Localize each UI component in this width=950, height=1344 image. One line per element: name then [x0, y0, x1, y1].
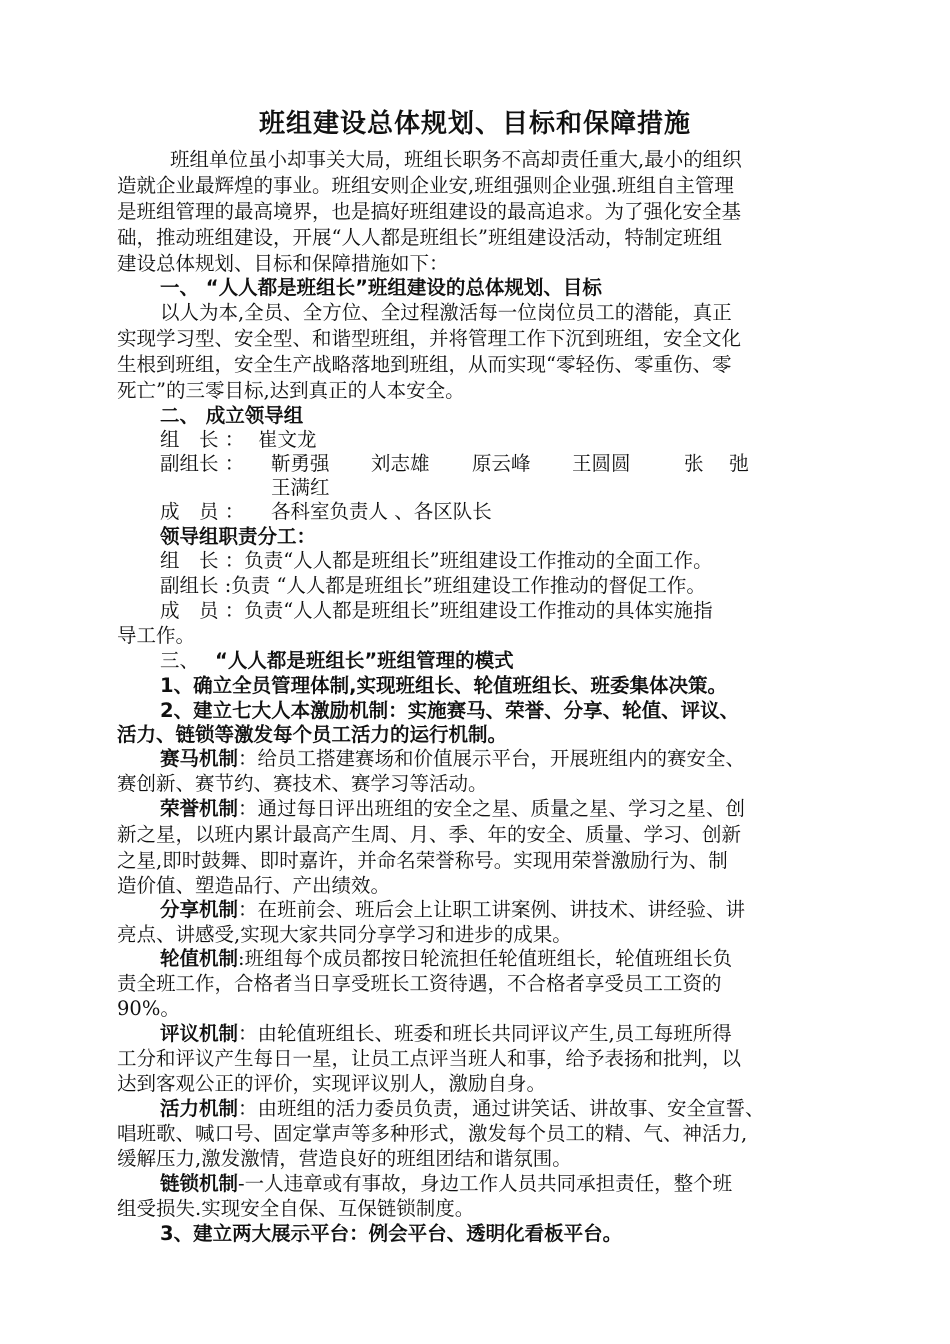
mechanism-text: ：在班前会、班后会上让职工讲案例、讲技术、讲经验、讲: [238, 898, 746, 921]
mechanism-text: 亮点、讲感受,实现大家共同分享学习和进步的成果。: [117, 923, 572, 946]
document-title: 班组建设总体规划、目标和保障措施: [258, 109, 691, 139]
intro-line: 是班组管理的最高境界，也是搞好班组建设的最高追求。为了强化安全基: [117, 200, 742, 223]
member-label: 成 员 ：: [160, 500, 245, 523]
mechanism-text: 工分和评议产生每日一星，让员工点评当班人和事，给予表扬和批判，以: [117, 1047, 742, 1070]
mechanism-share: [160, 897, 745, 923]
intro-line: 班组单位虽小却事关大局，班组长职务不高却责任重大,最小的组织: [170, 148, 742, 171]
intro-line: 造就企业最辉煌的事业。班组安则企业安,班组强则企业强.班组自主管理: [117, 174, 734, 197]
leader-label: 组 长 ：: [160, 428, 245, 451]
deputy-name: 张 弛: [684, 452, 749, 475]
mechanism-vitality: [160, 1096, 765, 1122]
mechanism-label: 轮值机制: [160, 947, 239, 970]
section-1-line: 生根到班组，安全生产战略落地到班组，从而实现“零轻伤、零重伤、零: [117, 353, 732, 376]
duty-line: 成 员 ：负责“人人都是班组长”班组建设工作推动的具体实施指: [160, 599, 713, 622]
mechanism-label: 活力机制: [160, 1097, 239, 1120]
section-1-line: 死亡”的三零目标,达到真正的人本安全。: [117, 379, 465, 402]
mechanism-text: 赛创新、赛节约、赛技术、赛学习等活动。: [117, 772, 488, 795]
leader-name: 崔文龙: [258, 428, 317, 451]
section-3-number: 三、: [160, 649, 200, 672]
deputy-name: 刘志雄: [371, 452, 430, 475]
mechanism-label: 评议机制: [160, 1022, 239, 1045]
section-2-heading: 二、 成立领导组: [160, 404, 304, 427]
intro-line: 础，推动班组建设，开展“人人都是班组长”班组建设活动，特制定班组: [117, 226, 722, 249]
mechanism-label: 分享机制: [160, 898, 239, 921]
duty-line: 副组长 :负责 “人人都是班组长”班组建设工作推动的督促工作。: [160, 574, 706, 597]
mechanism-text: -一人违章或有事故，身边工作人员共同承担责任，整个班: [238, 1172, 733, 1195]
mechanism-honor: [160, 796, 745, 822]
mechanism-text: 新之星，以班内累计最高产生周、月、季、年的安全、质量、学习、创新: [117, 823, 742, 846]
duty-line: 导工作。: [117, 624, 196, 647]
mechanism-text: 责全班工作，合格者当日享受班长工资待遇，不合格者享受员工工资的: [117, 972, 722, 995]
mechanism-text: 之星,即时鼓舞、即时嘉许，并命名荣誉称号。实现用荣誉激励行为、制: [117, 849, 728, 872]
mechanism-text: ：通过每日评出班组的安全之星、质量之星、学习之星、创: [238, 797, 746, 820]
member-list: 各科室负责人 、各区队长: [271, 500, 492, 523]
mechanism-label: 赛马机制: [160, 747, 239, 770]
mechanism-rotation: [160, 946, 732, 972]
mechanism-text: 缓解压力,激发激情，营造良好的班组团结和谐氛围。: [117, 1147, 572, 1170]
section-1-line: 以人为本,全员、全方位、全过程激活每一位岗位员工的潜能，真正: [160, 301, 732, 324]
item-3: 3、建立两大展示平台：例会平台、透明化看板平台。: [160, 1222, 623, 1245]
mechanism-label: 荣誉机制: [160, 797, 239, 820]
section-1-line: 实现学习型、安全型、和谐型班组，并将管理工作下沉到班组，安全文化: [117, 327, 742, 350]
mechanism-text: ：给员工搭建赛场和价值展示平台，开展班组内的赛安全、: [238, 747, 746, 770]
mechanism-text: ：由班组的活力委员负责，通过讲笑话、讲故事、安全宣誓、: [238, 1097, 765, 1120]
mechanism-review: [160, 1021, 732, 1047]
mechanism-text: 唱班歌、喊口号、固定掌声等多种形式，激发每个员工的精、气、神活力,: [117, 1122, 748, 1145]
mechanism-text: 造价值、塑造品行、产出绩效。: [117, 874, 391, 897]
item-2-line: 2、建立七大人本激励机制：实施赛马、荣誉、分享、轮值、评议、: [160, 699, 740, 722]
mechanism-text: ：由轮值班组长、班委和班长共同评议产生,员工每班所得: [238, 1022, 732, 1045]
deputy-name: 王圆圆: [572, 452, 631, 475]
duties-heading: 领导组职责分工：: [160, 525, 317, 548]
deputy-label: 副组长 ：: [160, 452, 245, 475]
deputy-name: 原云峰: [472, 452, 531, 475]
mechanism-text: 组受损失.实现安全自保、互保链锁制度。: [117, 1197, 475, 1220]
mechanism-race: [160, 746, 745, 772]
mechanism-text: :班组每个成员都按日轮流担任轮值班组长，轮值班组长负: [238, 947, 733, 970]
deputy-name: 王满红: [271, 476, 330, 499]
mechanism-label: 链锁机制: [160, 1172, 239, 1195]
mechanism-text: 90%。: [117, 997, 180, 1020]
duty-line: 组 长 ：负责“人人都是班组长”班组建设工作推动的全面工作。: [160, 549, 713, 572]
mechanism-text: 达到客观公正的评价，实现评议别人，激励自身。: [117, 1072, 547, 1095]
mechanism-chain: [160, 1171, 732, 1197]
deputy-name: 靳勇强: [271, 452, 330, 475]
section-1-heading: 一、 “人人都是班组长”班组建设的总体规划、目标: [160, 276, 602, 299]
item-2-line: 活力、链锁等激发每个员工活力的运行机制。: [117, 723, 508, 746]
item-1: 1、确立全员管理体制,实现班组长、轮值班组长、班委集体决策。: [160, 674, 727, 697]
section-3-heading: “人人都是班组长”班组管理的模式: [215, 649, 514, 672]
intro-line: 建设总体规划、目标和保障措施如下：: [117, 252, 449, 275]
